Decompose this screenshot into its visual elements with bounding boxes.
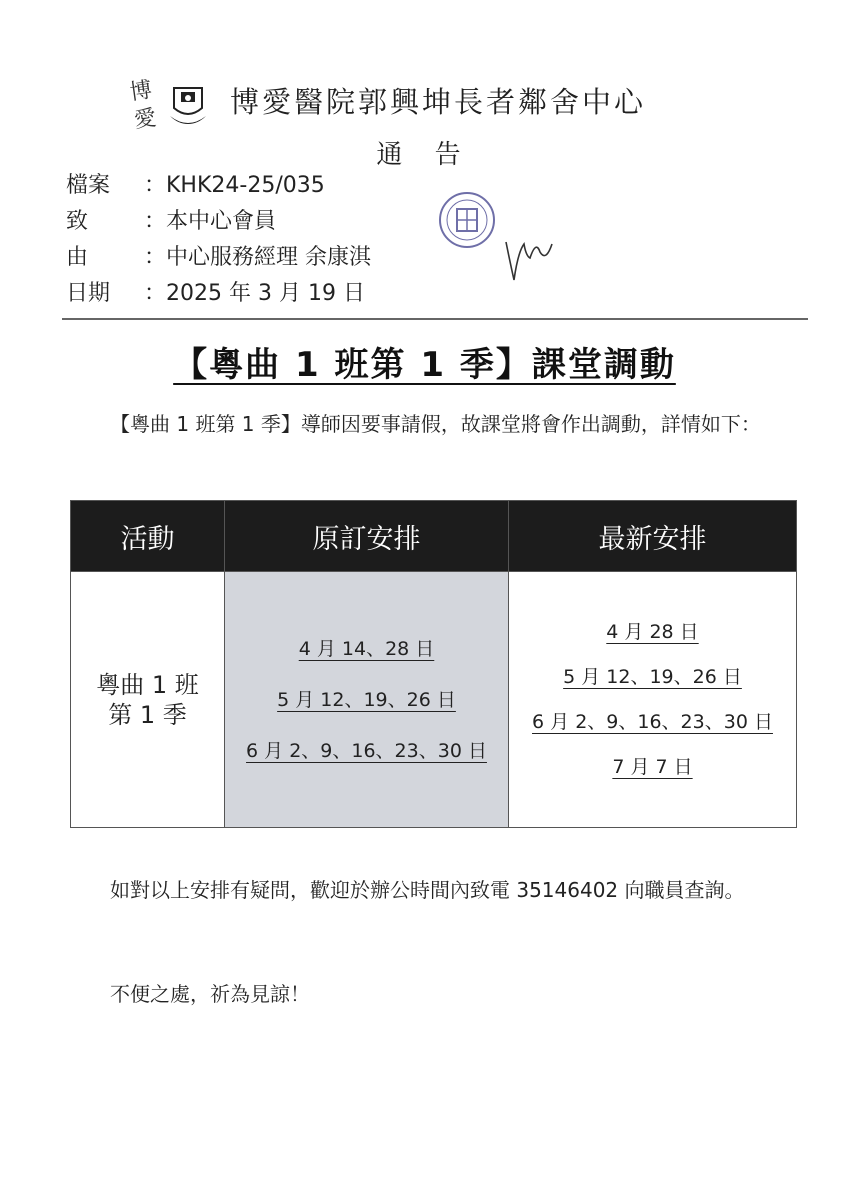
organization-logo — [128, 72, 218, 134]
original-date-may: 5 月 12、19、26 日 — [277, 689, 456, 711]
meta-label: 致 — [66, 209, 89, 234]
svg-text:愛: 愛 — [132, 105, 158, 134]
activity-season: 第 1 季 — [108, 700, 187, 729]
center-seal-stamp — [427, 189, 507, 251]
header-original: 原訂安排 — [225, 501, 509, 572]
meta-row-to — [66, 204, 371, 240]
original-schedule-cell — [225, 572, 509, 828]
meta-row-from — [66, 240, 371, 276]
new-date-june: 6 月 2、9、16、23、30 日 — [532, 710, 773, 733]
table-header-row — [71, 501, 797, 572]
meta-label: 日期 — [66, 281, 111, 306]
manager-signature — [500, 222, 560, 284]
meta-row-date — [66, 276, 371, 312]
notice-metadata — [66, 168, 371, 312]
table-row — [71, 572, 797, 828]
schedule-table — [70, 500, 797, 828]
intro-paragraph: 【粵曲 1 班第 1 季】導師因要事請假，故課堂將會作出調動，詳情如下： — [110, 412, 761, 436]
meta-label: 由 — [66, 245, 89, 270]
enquiry-paragraph: 如對以上安排有疑問，歡迎於辦公時間內致電 35146402 向職員查詢。 — [110, 878, 745, 902]
heading-text: 【粵曲 1 班第 1 季】課堂調動 — [173, 345, 676, 385]
meta-row-file — [66, 168, 371, 204]
new-schedule-cell — [509, 572, 797, 828]
meta-label: 檔案 — [66, 173, 111, 198]
notice-title: 通 告 — [376, 140, 473, 170]
new-date-may: 5 月 12、19、26 日 — [563, 665, 742, 688]
original-date-april: 4 月 14、28 日 — [298, 638, 435, 660]
new-date-april: 4 月 28 日 — [606, 620, 699, 643]
header-activity: 活動 — [71, 501, 225, 572]
header-divider — [62, 318, 808, 320]
svg-text:博: 博 — [128, 77, 154, 106]
meta-value: ：本中心會員 — [144, 209, 277, 234]
meta-value: ：中心服務經理 余康淇 — [144, 245, 371, 270]
activity-name: 粵曲 1 班 — [96, 670, 199, 699]
meta-value: ：KHK24-25/035 — [144, 173, 325, 198]
new-date-july: 7 月 7 日 — [612, 755, 693, 778]
meta-value: ：2025 年 3 月 19 日 — [144, 281, 365, 306]
header-new: 最新安排 — [509, 501, 797, 572]
notice-heading — [0, 337, 849, 386]
apology-paragraph: 不便之處，祈為見諒！ — [110, 982, 310, 1006]
original-date-june: 6 月 2、9、16、23、30 日 — [246, 740, 487, 762]
activity-cell — [71, 572, 225, 828]
organization-name: 博愛醫院郭興坤長者鄰舍中心 — [230, 85, 647, 119]
